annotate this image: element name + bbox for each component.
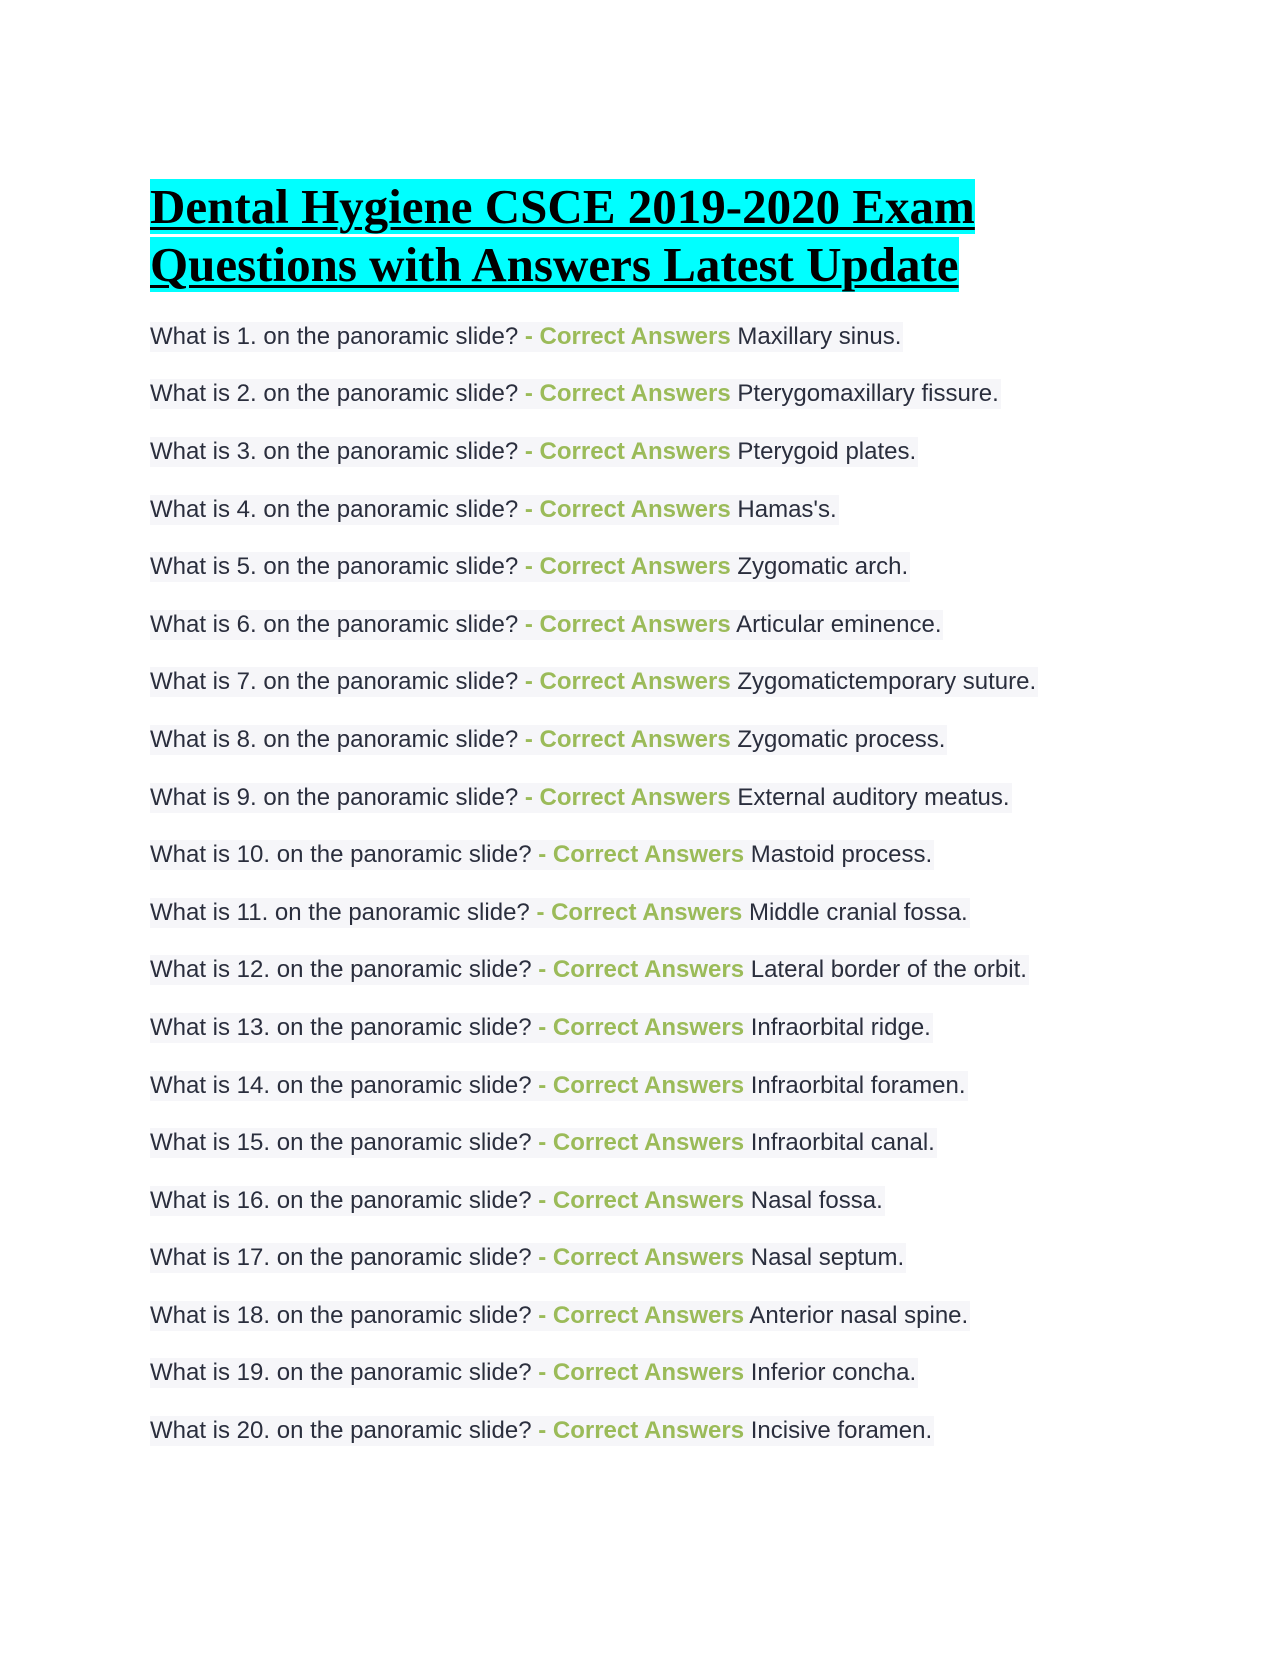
answer-marker: - Correct Answers [524,437,731,465]
question-text: What is 16. on the panoramic slide? [150,1186,532,1214]
qa-item [150,1230,1150,1288]
answer-marker: - Correct Answers [538,1071,745,1099]
answer-marker: - Correct Answers [524,380,731,408]
answer-text: Infraorbital ridge. [750,1013,931,1041]
answer-marker: - Correct Answers [538,1129,745,1157]
answer-text: Pterygoid plates. [737,437,917,465]
answer-text: Nasal fossa. [750,1186,883,1214]
answer-text: Maxillary sinus. [737,322,902,350]
qa-item [150,1287,1150,1345]
question-text: What is 9. on the panoramic slide? [150,783,519,811]
qa-line [150,783,1012,813]
answer-marker: - Correct Answers [524,322,731,350]
qa-item [150,596,1150,654]
question-text: What is 18. on the panoramic slide? [150,1301,532,1329]
answer-marker: - Correct Answers [524,725,731,753]
answer-text: External auditory meatus. [737,783,1010,811]
question-text: What is 6. on the panoramic slide? [150,610,519,638]
qa-item [150,538,1150,596]
answer-text: Pterygomaxillary fissure. [737,380,999,408]
qa-line [150,1416,934,1446]
answer-marker: - Correct Answers [538,1359,745,1387]
qa-item [150,1057,1150,1115]
answer-text: Anterior nasal spine. [749,1301,969,1329]
question-text: What is 14. on the panoramic slide? [150,1071,532,1099]
answer-text: Zygomatic process. [737,725,946,753]
answer-marker: - Correct Answers [538,1244,745,1272]
answer-text: Zygomatic arch. [737,553,909,581]
qa-line [150,1243,906,1273]
answer-marker: - Correct Answers [524,553,731,581]
qa-list [150,308,1150,1460]
qa-line [150,898,970,928]
qa-item [150,999,1150,1057]
answer-marker: - Correct Answers [536,898,743,926]
answer-marker: - Correct Answers [538,1013,745,1041]
answer-text: Infraorbital foramen. [750,1071,966,1099]
qa-line [150,610,943,640]
qa-item [150,366,1150,424]
question-text: What is 8. on the panoramic slide? [150,725,519,753]
qa-item [150,884,1150,942]
answer-marker: - Correct Answers [538,1417,745,1445]
qa-item [150,711,1150,769]
answer-text: Incisive foramen. [750,1417,933,1445]
answer-text: Lateral border of the orbit. [750,956,1027,984]
qa-item [150,423,1150,481]
question-text: What is 11. on the panoramic slide? [150,898,530,926]
qa-item [150,1345,1150,1403]
qa-line [150,1071,968,1101]
qa-line [150,1186,885,1216]
qa-item [150,826,1150,884]
answer-marker: - Correct Answers [538,841,745,869]
question-text: What is 2. on the panoramic slide? [150,380,519,408]
qa-line [150,1301,970,1331]
question-text: What is 12. on the panoramic slide? [150,956,532,984]
qa-line [150,1128,937,1158]
answer-text: Inferior concha. [750,1359,917,1387]
qa-line [150,725,947,755]
question-text: What is 19. on the panoramic slide? [150,1359,532,1387]
answer-text: Mastoid process. [750,841,933,869]
answer-marker: - Correct Answers [524,610,731,638]
qa-line [150,667,1038,697]
qa-line [150,322,903,352]
qa-item [150,1172,1150,1230]
qa-line [150,1013,933,1043]
question-text: What is 10. on the panoramic slide? [150,841,532,869]
qa-line [150,552,910,582]
question-text: What is 4. on the panoramic slide? [150,495,519,523]
answer-marker: - Correct Answers [524,668,731,696]
answer-marker: - Correct Answers [524,783,731,811]
qa-line [150,495,839,525]
qa-item [150,308,1150,366]
qa-item [150,1402,1150,1460]
answer-text: Zygomatictemporary suture. [737,668,1037,696]
qa-line [150,437,918,467]
question-text: What is 3. on the panoramic slide? [150,437,519,465]
question-text: What is 20. on the panoramic slide? [150,1417,532,1445]
answer-marker: - Correct Answers [538,1186,745,1214]
question-text: What is 13. on the panoramic slide? [150,1013,532,1041]
answer-text: Hamas's. [737,495,837,523]
answer-text: Infraorbital canal. [750,1129,935,1157]
qa-item [150,654,1150,712]
document-title [150,178,1150,294]
answer-marker: - Correct Answers [538,1301,745,1329]
answer-text: Articular eminence. [736,610,942,638]
answer-marker: - Correct Answers [538,956,745,984]
answer-marker: - Correct Answers [524,495,731,523]
qa-line [150,840,934,870]
qa-line [150,1358,918,1388]
qa-item [150,769,1150,827]
qa-item [150,942,1150,1000]
question-text: What is 17. on the panoramic slide? [150,1244,532,1272]
qa-line [150,379,1001,409]
title-highlight: Dental Hygiene CSCE 2019-2020 Exam Questions with Answers Latest Update [150,179,975,292]
answer-text: Middle cranial fossa. [748,898,968,926]
question-text: What is 7. on the panoramic slide? [150,668,519,696]
question-text: What is 5. on the panoramic slide? [150,553,519,581]
question-text: What is 15. on the panoramic slide? [150,1129,532,1157]
qa-line [150,955,1029,985]
answer-text: Nasal septum. [750,1244,905,1272]
qa-item [150,481,1150,539]
document-page [150,178,1150,1460]
question-text: What is 1. on the panoramic slide? [150,322,519,350]
qa-item [150,1114,1150,1172]
